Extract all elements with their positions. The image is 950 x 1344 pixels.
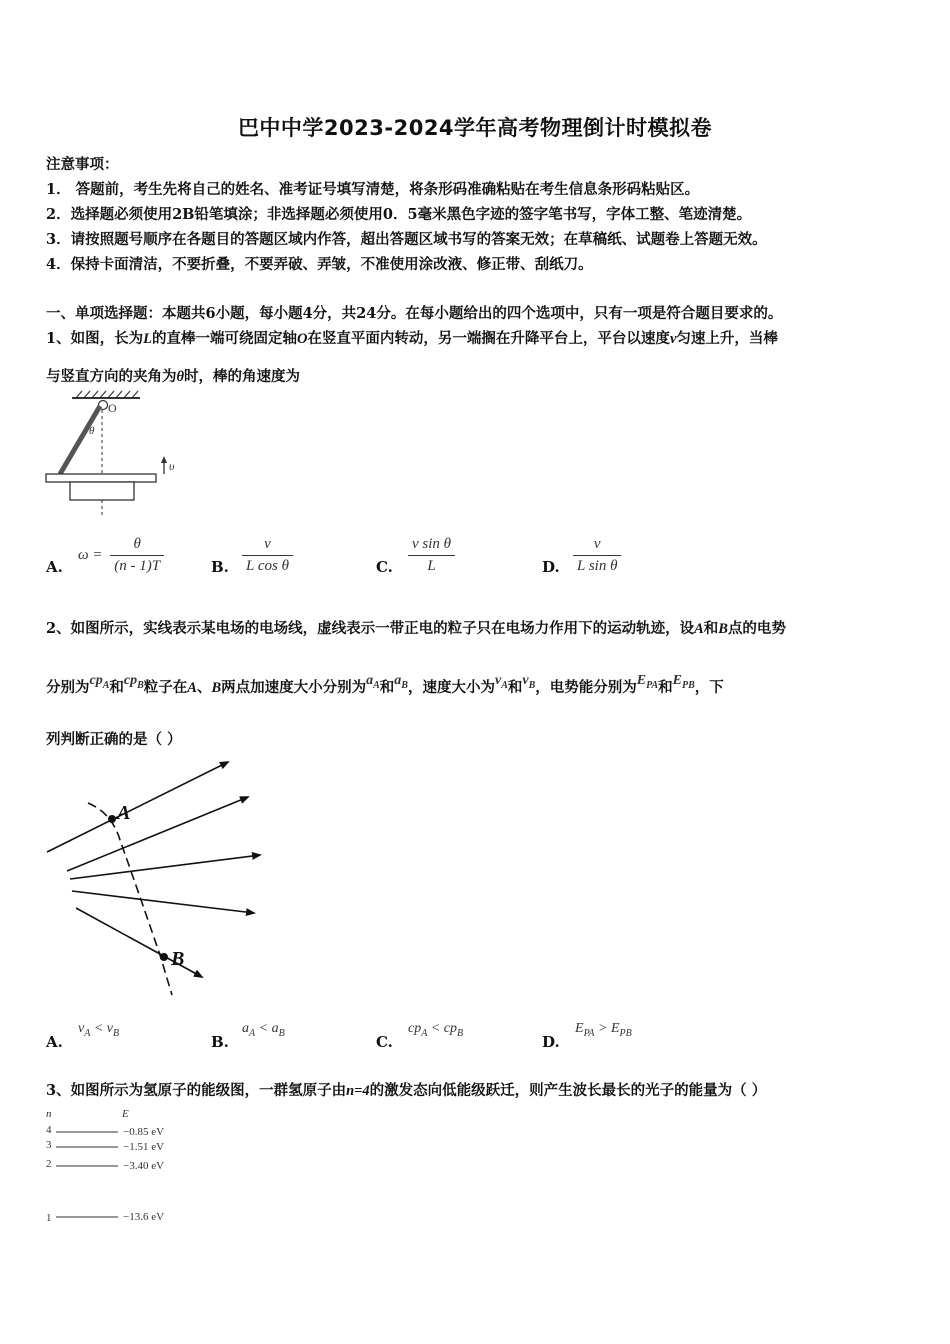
rod — [60, 406, 100, 474]
level-n: 2 — [46, 1158, 52, 1170]
option-d-formula: $E_{PA} > E_{PB}$ — [575, 1021, 632, 1039]
option-label: D. — [542, 558, 560, 576]
field-line — [72, 891, 254, 913]
field-lines — [47, 762, 260, 977]
velocity-arrowhead — [161, 456, 167, 463]
theta-label: θ — [89, 425, 95, 437]
notice-item: 4．保持卡面清洁，不要折叠，不要弄破、弄皱，不准使用涂改液、修正带、刮纸刀。 — [46, 256, 593, 273]
platform — [46, 474, 156, 482]
v-label: υ — [169, 459, 175, 473]
option-d-formula: $\frac{v}{\text{L sin θ}}$ — [573, 536, 621, 575]
axis-n-label: n — [46, 1108, 52, 1120]
trajectory-dashed — [88, 803, 172, 995]
level-energy: −1.51 eV — [123, 1141, 165, 1153]
page-title: 巴中中学2023-2024学年高考物理倒计时模拟卷 — [237, 116, 713, 140]
option-b-formula: $\frac{v}{\text{L cos θ}}$ — [242, 536, 293, 575]
q1-figure — [40, 390, 180, 520]
level-n: 3 — [46, 1139, 52, 1151]
ceiling-hatch — [76, 391, 138, 398]
q3-energy-level-diagram — [40, 1105, 200, 1227]
option-c-formula: $\frac{\text{v sin θ}}{L}$ — [408, 536, 455, 575]
option-label: A. — [46, 1033, 63, 1051]
point-b — [160, 953, 168, 961]
option-a-formula: ω = $\frac{\theta}{(n - 1)T}$ — [78, 536, 164, 575]
q2-stem-line2: 分别为$cp_A$和$cp_B$粒子在A、B两点加速度大小分别为$a_A$和$a_B$，速度大小为$v_A$和$v_B$，电势能分别为$E_{PA}$和$E_{PB}$，下 — [46, 673, 724, 696]
option-c-formula: $cp_A < cp_B$ — [408, 1021, 464, 1039]
q2-options — [46, 1018, 906, 1054]
q2-stem-line3: 列判断正确的是（ ） — [46, 731, 182, 748]
level-n: 1 — [46, 1212, 52, 1224]
level-energy: −3.40 eV — [123, 1160, 165, 1172]
platform-base — [70, 482, 134, 500]
option-a-formula: $v_A < v_B$ — [78, 1021, 120, 1039]
option-label: B. — [211, 558, 229, 576]
level-energy: −13.6 eV — [123, 1211, 165, 1223]
level-n: 4 — [46, 1124, 52, 1136]
q2-stem-line1: 2、如图所示，实线表示某电场的电场线，虚线表示一带正电的粒子只在电场力作用下的运动轨迹，设A和B点的电势 — [46, 620, 786, 637]
option-label: C. — [376, 558, 393, 576]
level-energy: −0.85 eV — [123, 1126, 165, 1138]
q1-stem-line1: 1、如图，长为L的直棒一端可绕固定轴O在竖直平面内转动，另一端搁在升降平台上，平台以速度v匀速上升，当棒 — [46, 330, 778, 347]
notice-item: 2．选择题必须使用2B铅笔填涂；非选择题必须使用0．5毫米黑色字迹的签字笔书写，字体工整、笔迹清楚。 — [46, 206, 752, 223]
option-label: C. — [376, 1033, 393, 1051]
point-a-label: A — [117, 802, 131, 824]
axis-e-label: E — [122, 1108, 129, 1120]
notice-item: 1． 答题前，考生先将自己的姓名、准考证号填写清楚，将条形码准确粘贴在考生信息条形码粘贴区。 — [46, 181, 700, 198]
option-label: D. — [542, 1033, 560, 1051]
point-a — [108, 815, 116, 823]
q1-options — [46, 533, 906, 585]
section-heading: 一、单项选择题：本题共6小题，每小题4分，共24分。在每小题给出的四个选项中，只有一项是符合题目要求的。 — [46, 305, 783, 322]
option-label: B. — [211, 1033, 229, 1051]
o-label: O — [108, 401, 117, 415]
option-b-formula: $a_A < a_B$ — [242, 1021, 285, 1039]
option-label: A. — [46, 558, 63, 576]
field-line — [47, 762, 228, 852]
notice-item: 3．请按照题号顺序在各题目的答题区域内作答，超出答题区域书写的答案无效；在草稿纸、试题卷上答题无效。 — [46, 231, 767, 248]
point-b-label: B — [171, 948, 185, 970]
q1-stem-line2: 与竖直方向的夹角为θ时，棒的角速度为 — [46, 368, 301, 385]
notice-heading: 注意事项： — [46, 156, 119, 173]
q2-figure — [40, 755, 270, 1000]
q3-stem: 3、如图所示为氢原子的能级图，一群氢原子由n=4的激发态向低能级跃迁，则产生波长最长的光子的能量为（ ） — [46, 1082, 767, 1099]
